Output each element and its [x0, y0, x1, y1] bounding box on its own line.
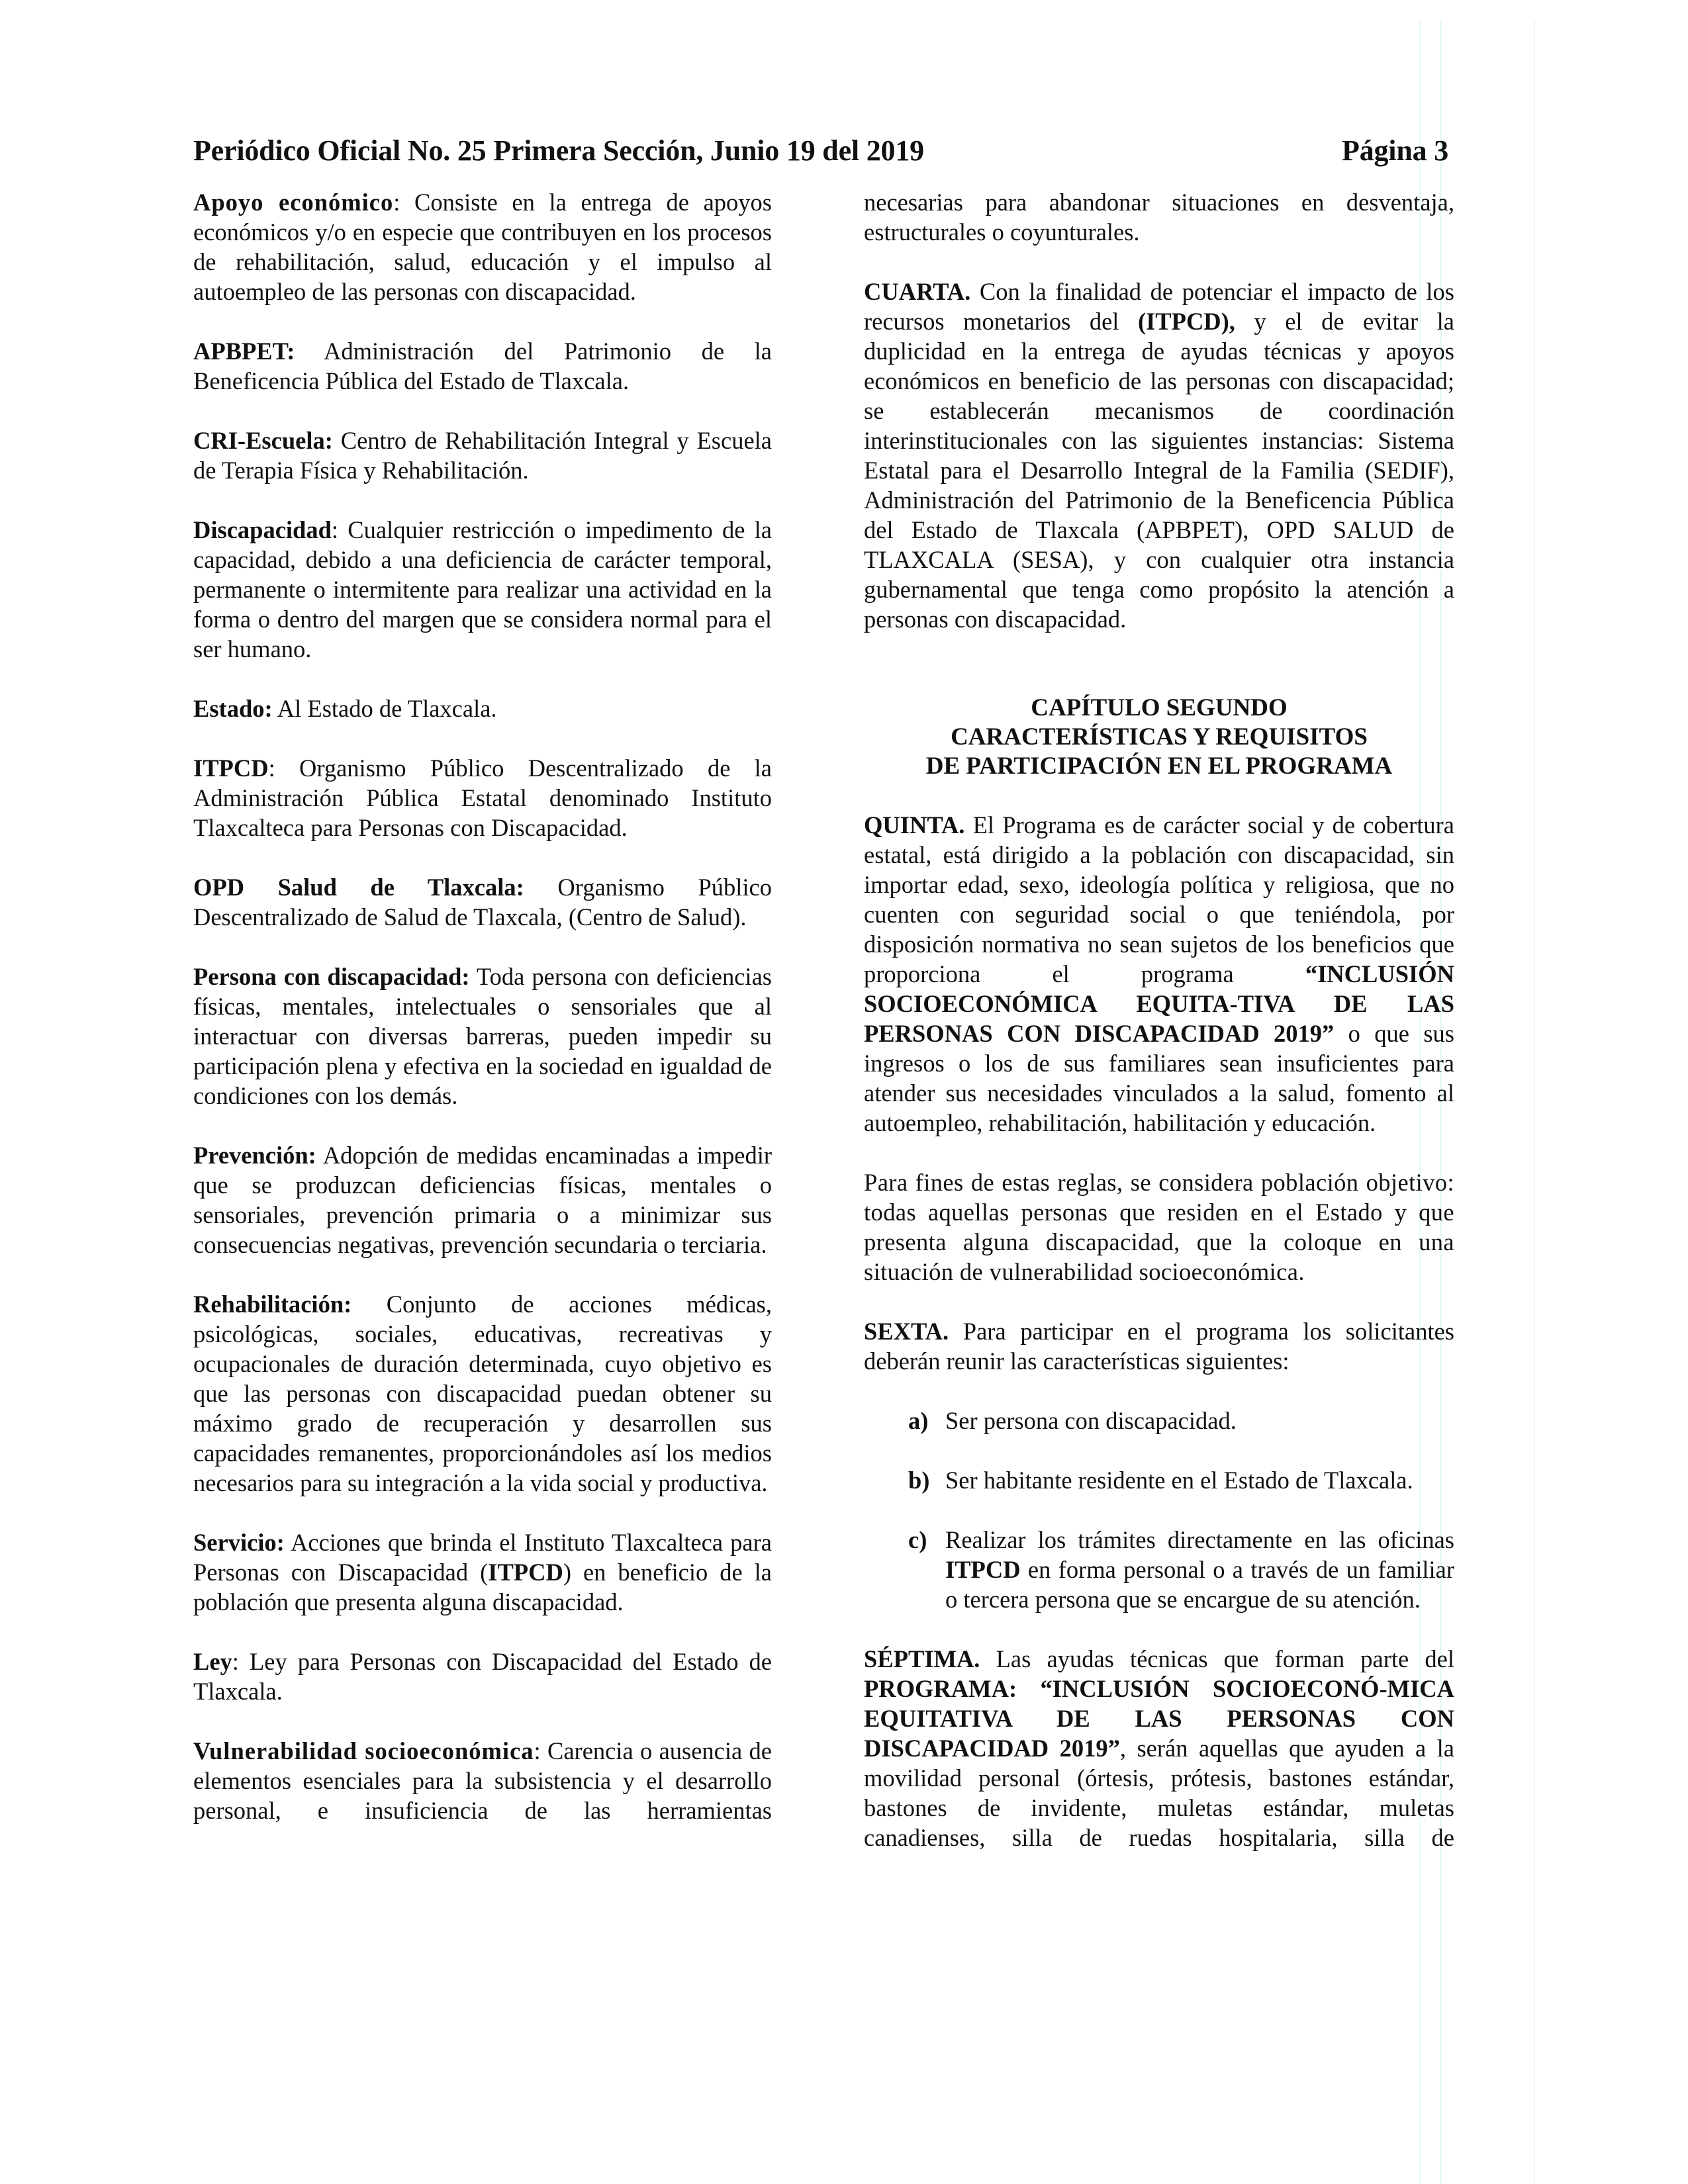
clause-septima: SÉPTIMA. Las ayudas técnicas que forman parte del PROGRAMA: “INCLUSIÓN SOCIOECONÓ-MICA EQUITATIVA DE LAS PERSONAS CON DISCAPACIDAD 2019”, serán aquellas que ayuden a la movilidad personal (órtesis, prótesis, bastones estándar, bastones de invidente, muletas estándar, muletas canadienses, silla de ruedas hospitalaria, silla de: [864, 1645, 1455, 1851]
definition-text: Al Estado de Tlaxcala.: [272, 695, 497, 722]
definition-text: Consiste en la entrega de apoyos económicos y/o en especie que contribuyen en los procesos de rehabilitación, salud, educación y el impulso al autoempleo de las personas con discapacidad.: [193, 189, 773, 305]
definition-term: Prevención:: [193, 1142, 316, 1169]
definition-term: Rehabilitación:: [193, 1291, 352, 1318]
clause-label: SÉPTIMA.: [864, 1645, 980, 1672]
list-marker: c): [908, 1526, 927, 1553]
chapter-title: CARACTERÍSTICAS Y REQUISITOS: [951, 723, 1368, 751]
definition-opd-salud: [193, 872, 772, 932]
chapter-number: CAPÍTULO SEGUNDO: [1031, 694, 1288, 721]
definition-term: Apoyo económico: [193, 189, 394, 216]
requirement-item: a) Ser persona con discapacidad.: [908, 1407, 1237, 1434]
clause-quinta: QUINTA. El Programa es de carácter social y de cobertura estatal, está dirigido a la población con discapacidad, sin importar edad, sexo, ideología política y religiosa, que no cuenten con seguridad social o que teniéndola, por disposición normativa no sean sujetos de los beneficios que proporciona el programa “INCLUSIÓN SOCIOECONÓMICA EQUITA-TIVA DE LAS PERSONAS CON DISCAPACIDAD 2019” o que sus ingresos o los de sus familiares sean insuficientes para atender sus necesidades vinculados a la salud, fomento al autoempleo, rehabilitación, habilitación y educación.: [864, 811, 1454, 1136]
definition-discapacidad: Discapacidad: Cualquier restricción o impedimento de la capacidad, debido a una deficiencia de carácter temporal, permanente o intermitente para realizar una actividad en la forma o dentro del margen que se considera normal para el ser humano.: [193, 516, 772, 662]
definition-term: Persona con discapacidad:: [193, 963, 470, 990]
definition-text: Cualquier restricción o impedimento de la capacidad, debido a una deficiencia de carácter temporal, permanente o intermitente para realizar una actividad en la forma o dentro del margen que se considera normal para el ser humano.: [193, 516, 772, 662]
requirement-item: b) Ser habitante residente en el Estado de Tlaxcala.: [908, 1467, 1413, 1494]
definition-itpcd: ITPCD: Organismo Público Descentralizado de la Administración Pública Estatal denominado Instituto Tlaxcalteca para Personas con Discapacidad.: [193, 754, 772, 841]
definition-estado: [193, 694, 772, 723]
definition-term: OPD Salud de Tlaxcala:: [193, 874, 524, 901]
definition-text: Centro de Rehabilitación Integral y Escuela de Terapia Física y Rehabilitación.: [193, 427, 772, 484]
page-number: Página 3: [1342, 134, 1448, 167]
publication-title: Periódico Oficial No. 25 Primera Sección, Junio 19 del 2019: [193, 134, 924, 167]
list-marker: a): [908, 1407, 929, 1434]
definition-term: Servicio:: [193, 1529, 285, 1556]
definition-vulnerabilidad-socioeconomica: Vulnerabilidad socioeconómica: Carencia o ausencia de elementos esenciales para la subsistencia y el desarrollo personal, e insuficiencia de las herramientas: [193, 1737, 772, 1824]
definition-term: APBPET:: [193, 338, 295, 365]
definition-servicio: Servicio: Acciones que brinda el Instituto Tlaxcalteca para Personas con Discapacidad (ITPCD) en beneficio de la población que presenta alguna discapacidad.: [193, 1529, 773, 1615]
definition-text: Toda persona con deficiencias físicas, mentales, intelectuales o sensoriales que al interactuar con diversas barreras, pueden impedir su participación plena y efectiva en la sociedad en igualdad de condiciones con los demás.: [193, 963, 772, 1109]
definition-apoyo-economico: Apoyo económico: Consiste en la entrega de apoyos económicos y/o en especie que contribuyen en los procesos de rehabilitación, salud, educación y el impulso al autoempleo de las personas con discapacidad.: [193, 189, 773, 305]
definition-term: Discapacidad: [193, 516, 332, 543]
clause-label: CUARTA.: [864, 278, 971, 305]
definition-prevencion: [193, 1140, 772, 1259]
definition-term: Ley: [193, 1648, 232, 1675]
clause-cuarta: CUARTA. Con la finalidad de potenciar el impacto de los recursos monetarios del (ITPCD), y el de evitar la duplicidad en la entrega de ayudas técnicas y apoyos económicos en beneficio de las personas con discapacidad; se establecerán mecanismos de coordinación interinstitucionales con las siguientes instancias: Sistema Estatal para el Desarrollo Integral de la Familia (SEDIF), Administración del Patrimonio de la Beneficencia Pública del Estado de Tlaxcala (APBPET), OPD SALUD de TLAXCALA (SESA), y con cualquier otra instancia gubernamental que tenga como propósito la atención a personas con discapacidad.: [864, 278, 1454, 633]
spacer: [864, 664, 1454, 694]
scan-artifact-line: [1534, 20, 1535, 2184]
clause-label: QUINTA.: [864, 811, 965, 839]
definition-continuation: necesarias para abandonar situaciones en desventaja, estructurales o coyunturales.: [864, 189, 1454, 246]
program-name: PROGRAMA: “INCLUSIÓN SOCIOECONÓ-MICA EQUITATIVA DE LAS PERSONAS CON DISCAPACIDAD 2019”: [864, 1675, 1454, 1762]
right-column: [864, 187, 1454, 1882]
list-marker: b): [908, 1467, 930, 1494]
requirement-item: c) Realizar los trámites directamente en las oficinas ITPCD en forma personal o a través de un familiar o tercera persona que se encargue de su atención.: [908, 1526, 1454, 1613]
definition-rehabilitacion: [193, 1289, 772, 1498]
definition-text: Organismo Público Descentralizado de la Administración Pública Estatal denominado Instituto Tlaxcalteca para Personas con Discapacidad.: [193, 754, 772, 841]
definition-term: CRI-Escuela:: [193, 427, 333, 454]
definition-cri-escuela: [193, 426, 772, 485]
definition-text: Ley para Personas con Discapacidad del Estado de Tlaxcala.: [193, 1648, 772, 1705]
target-population-paragraph: Para fines de estas reglas, se considera población objetivo: todas aquellas personas que residen en el Estado y que presenta alguna discapacidad, que la coloque en una situación de vulnerabilidad socioeconómica.: [864, 1169, 1454, 1285]
definition-text: Organismo Público Descentralizado de Salud de Tlaxcala, (Centro de Salud).: [193, 874, 772, 931]
definition-apbpet: [193, 336, 772, 396]
definition-persona-con-discapacidad: [193, 962, 772, 1111]
chapter-heading: [864, 694, 1454, 781]
program-name: “INCLUSIÓN SOCIOECONÓMICA EQUITA-TIVA DE LAS PERSONAS CON DISCAPACIDAD 2019”: [864, 960, 1454, 1047]
definition-text: Adopción de medidas encaminadas a impedir que se produzcan deficiencias físicas, mentales o sensoriales, prevención primaria o a minimizar sus consecuencias negativas, prevención secundaria o terciaria.: [193, 1142, 772, 1258]
requirements-list: [864, 1406, 1454, 1614]
page-header: [193, 132, 1448, 169]
definition-term: Estado:: [193, 695, 273, 722]
definition-term: Vulnerabilidad socioeconómica: [193, 1737, 534, 1764]
definition-term: ITPCD: [193, 754, 269, 782]
clause-sexta: SEXTA. Para participar en el programa los solicitantes deberán reunir las características siguientes:: [864, 1318, 1454, 1375]
left-column: [193, 187, 772, 1855]
definition-text: Carencia o ausencia de elementos esenciales para la subsistencia y el desarrollo personal, e insuficiencia de las herramientas: [193, 1737, 772, 1824]
definition-ley: Ley: Ley para Personas con Discapacidad del Estado de Tlaxcala.: [193, 1648, 772, 1705]
chapter-subtitle: DE PARTICIPACIÓN EN EL PROGRAMA: [925, 752, 1393, 780]
definition-text: Administración del Patrimonio de la Beneficencia Pública del Estado de Tlaxcala.: [193, 338, 772, 394]
definition-text: Conjunto de acciones médicas, psicológicas, sociales, educativas, recreativas y ocupacionales de duración determinada, cuyo objetivo es que las personas con discapacidad puedan obtener su máximo grado de recuperación y desarrollen sus capacidades remanentes, proporcionándoles así los medios necesarios para su integración a la vida social y productiva.: [193, 1291, 772, 1496]
clause-label: SEXTA.: [864, 1318, 949, 1345]
